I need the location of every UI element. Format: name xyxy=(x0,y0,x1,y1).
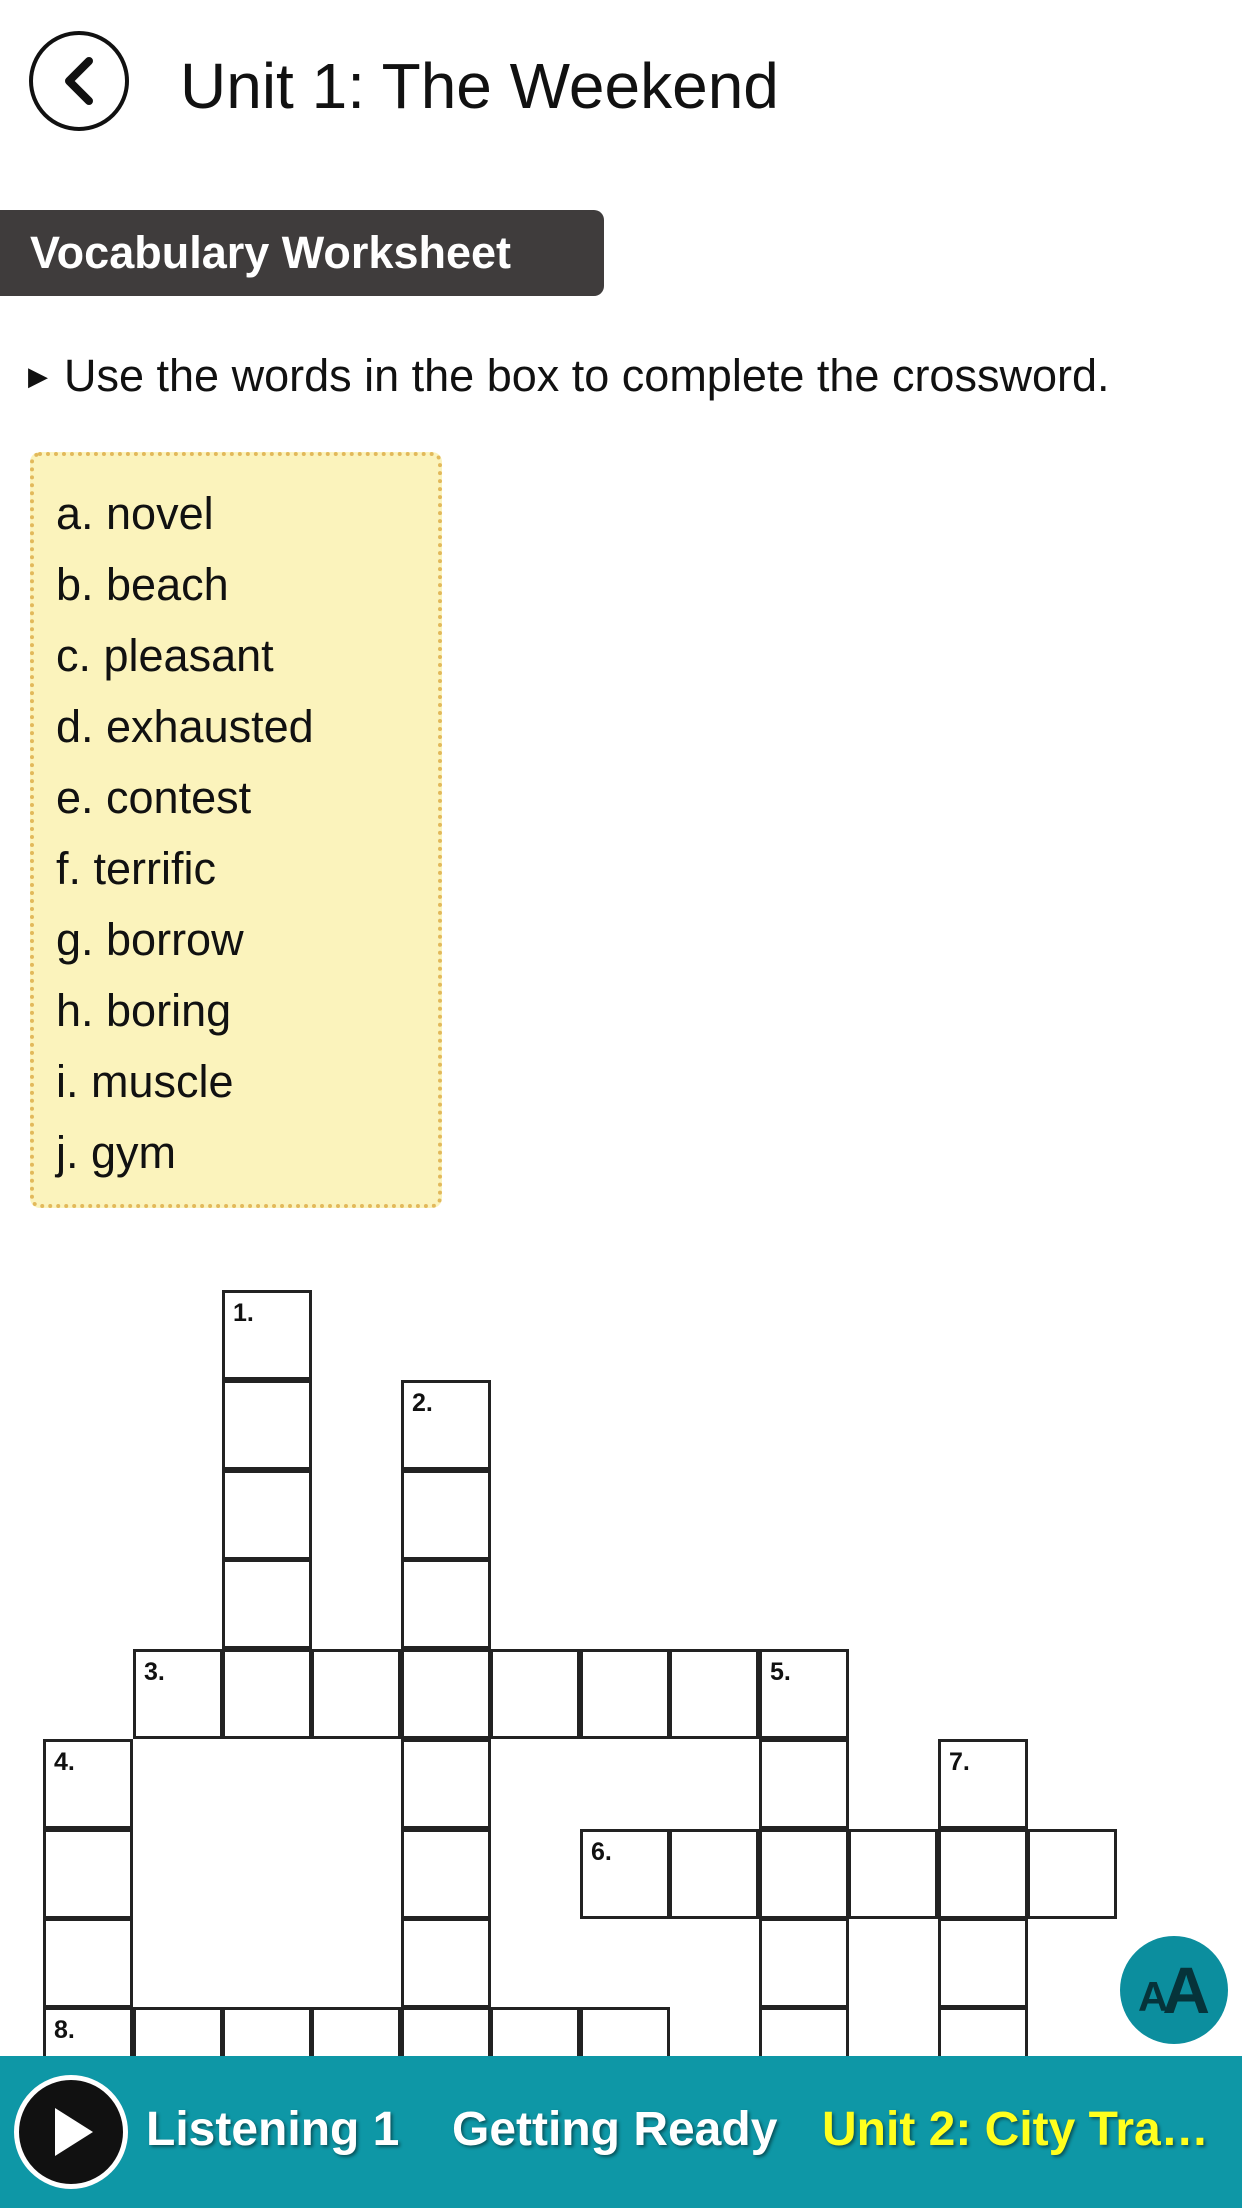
bullet-triangle-icon: ▶ xyxy=(28,361,48,391)
crossword-cell[interactable] xyxy=(938,2007,1028,2056)
font-size-big-label: A xyxy=(1162,1953,1210,2027)
clue-number: 1. xyxy=(233,1299,254,1327)
word-item: c. pleasant xyxy=(56,630,274,681)
crossword-cell[interactable] xyxy=(222,1380,312,1470)
crossword-cell[interactable] xyxy=(938,1918,1028,2008)
header xyxy=(0,0,1242,175)
crossword-cell[interactable] xyxy=(580,1649,670,1739)
crossword-cell[interactable] xyxy=(669,1649,759,1739)
crossword-cell[interactable] xyxy=(43,1918,133,2008)
crossword-cell[interactable] xyxy=(669,1829,759,1919)
clue-number: 6. xyxy=(591,1838,612,1866)
crossword-cell[interactable] xyxy=(401,1649,491,1739)
crossword-cell[interactable] xyxy=(938,1829,1028,1919)
clue-number: 4. xyxy=(54,1748,75,1776)
section-tab: Vocabulary Worksheet xyxy=(0,210,604,296)
crossword-cell[interactable] xyxy=(759,1739,849,1829)
clue-number: 7. xyxy=(949,1748,970,1776)
crossword-cell[interactable] xyxy=(1027,1829,1117,1919)
crossword-cell[interactable] xyxy=(222,1470,312,1560)
crossword-cell[interactable] xyxy=(848,1829,938,1919)
crossword-cell[interactable] xyxy=(759,1829,849,1919)
crossword-cell[interactable] xyxy=(222,1290,312,1380)
back-button[interactable] xyxy=(29,31,129,131)
clue-number: 3. xyxy=(144,1658,165,1686)
nav-item-getting-ready[interactable]: Getting Ready xyxy=(452,2103,778,2156)
crossword-cell[interactable] xyxy=(401,2007,491,2056)
play-icon xyxy=(45,2104,97,2160)
crossword-cell[interactable] xyxy=(580,1829,670,1919)
crossword-cell[interactable] xyxy=(133,1649,223,1739)
crossword-cell[interactable] xyxy=(401,1829,491,1919)
chevron-left-icon xyxy=(57,55,101,107)
crossword-cell[interactable] xyxy=(759,2007,849,2056)
font-size-small-label: A xyxy=(1137,1973,1169,2020)
clue-number: 5. xyxy=(770,1658,791,1686)
crossword-cell[interactable] xyxy=(222,1559,312,1649)
crossword-cell[interactable] xyxy=(43,1739,133,1829)
crossword-cell[interactable] xyxy=(401,1739,491,1829)
crossword-cell[interactable] xyxy=(490,1649,580,1739)
word-item: i. muscle xyxy=(56,1056,234,1107)
word-item: j. gym xyxy=(56,1127,177,1178)
nav-item-unit-2[interactable]: Unit 2: City Tra… xyxy=(822,2103,1209,2156)
crossword-cell[interactable] xyxy=(401,1380,491,1470)
crossword-cell[interactable] xyxy=(759,1649,849,1739)
crossword-grid xyxy=(0,1280,1242,2056)
instruction xyxy=(28,346,1110,406)
crossword-cell[interactable] xyxy=(401,1559,491,1649)
crossword-cell[interactable] xyxy=(222,1649,312,1739)
word-item: h. boring xyxy=(56,985,232,1036)
font-size-button[interactable] xyxy=(1120,1936,1228,2044)
crossword-cell[interactable] xyxy=(580,2007,670,2056)
crossword-cell[interactable] xyxy=(43,2007,133,2056)
bottom-nav-bar xyxy=(0,2056,1242,2208)
crossword-cell[interactable] xyxy=(133,2007,223,2056)
word-item: d. exhausted xyxy=(56,701,314,752)
instruction-text: Use the words in the box to complete the crossword. xyxy=(64,350,1110,401)
crossword-cell[interactable] xyxy=(311,2007,401,2056)
crossword-cell[interactable] xyxy=(759,1918,849,2008)
play-button[interactable] xyxy=(14,2075,128,2189)
clue-number: 8. xyxy=(54,2016,75,2044)
word-box xyxy=(30,452,442,1208)
crossword-cell[interactable] xyxy=(222,2007,312,2056)
word-item: b. beach xyxy=(56,559,229,610)
page-title: Unit 1: The Weekend xyxy=(180,50,779,122)
crossword-cell[interactable] xyxy=(401,1918,491,2008)
word-item: a. novel xyxy=(56,488,214,539)
word-item: f. terrific xyxy=(56,843,217,894)
crossword-cell[interactable] xyxy=(311,1649,401,1739)
word-item: g. borrow xyxy=(56,914,244,965)
nav-item-listening-1[interactable]: Listening 1 xyxy=(146,2103,400,2156)
crossword-cell[interactable] xyxy=(43,1829,133,1919)
crossword-cell[interactable] xyxy=(401,1470,491,1560)
clue-number: 2. xyxy=(412,1389,433,1417)
crossword-cell[interactable] xyxy=(490,2007,580,2056)
crossword-cell[interactable] xyxy=(938,1739,1028,1829)
word-item: e. contest xyxy=(56,772,252,823)
